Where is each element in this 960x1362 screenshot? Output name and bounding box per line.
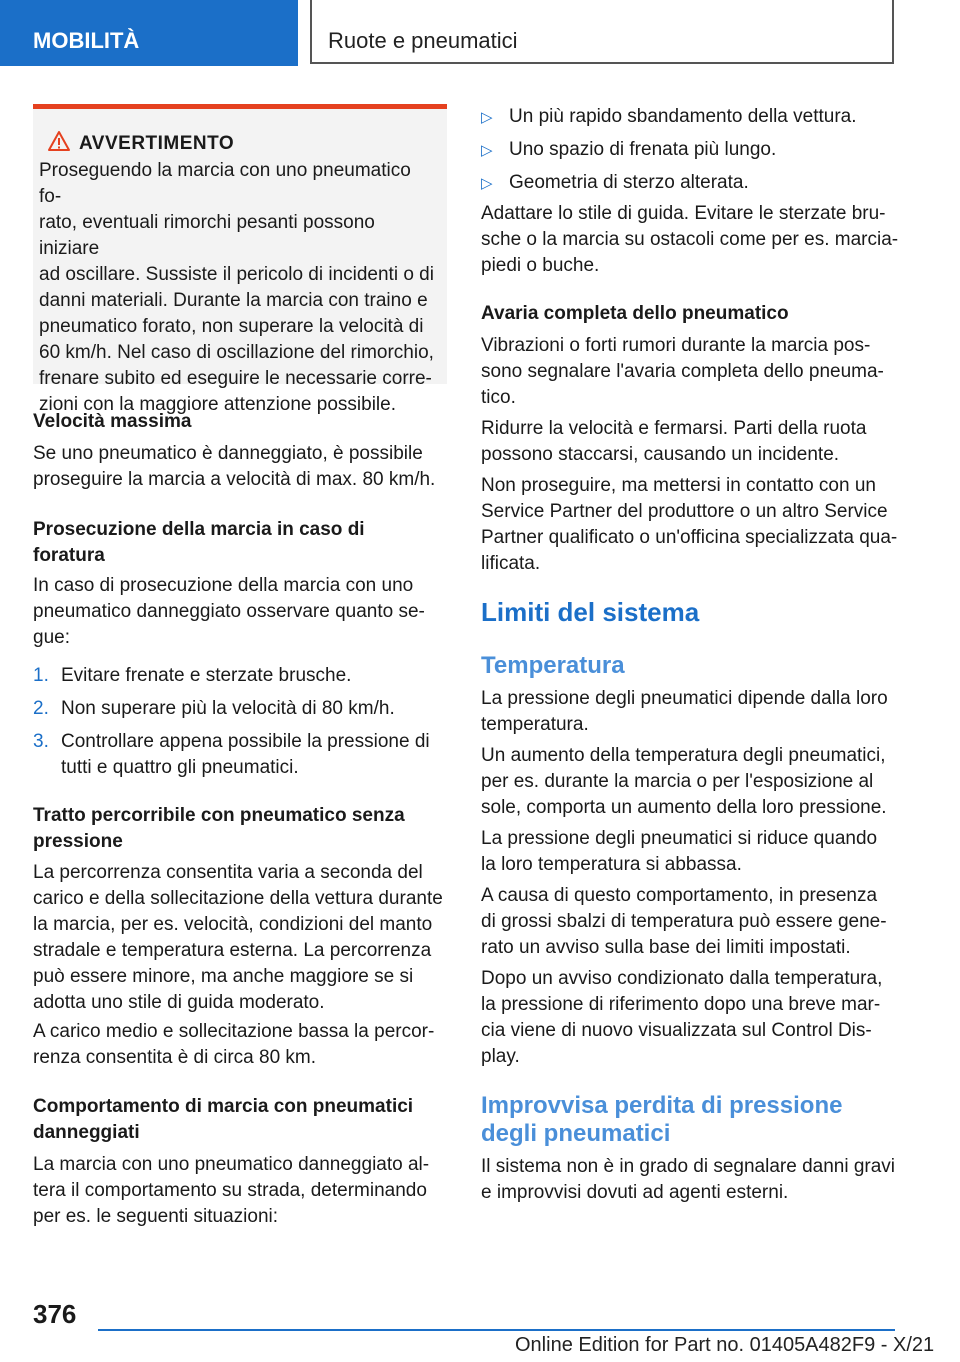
- warning-line: 60 km/h. Nel caso di oscillazione del rimorchio,: [39, 342, 434, 363]
- warning-title: AVVERTIMENTO: [79, 133, 235, 154]
- warning-line: rato, eventuali rimorchi pesanti possono iniziare: [39, 212, 375, 259]
- failure-text-3: Non proseguire, ma mettersi in contatto con un Service Partner del produttore o un altro Service Partner qualificato o un'officina specializzata qua- lificata.: [481, 475, 898, 574]
- speed-text: Se uno pneumatico è danneggiato, è possibile proseguire la marcia a velocità di max. 80 km/h.: [33, 443, 436, 490]
- page-number: 376: [33, 1299, 77, 1329]
- warning-line: zioni con la maggiore attenzione possibile.: [39, 394, 396, 415]
- section-title: MOBILITÀ: [33, 28, 140, 53]
- warning-line: danni materiali. Durante la marcia con traino e: [39, 290, 428, 311]
- warning-line: ad oscillare. Sussiste il pericolo di incidenti o di: [39, 264, 434, 285]
- bullet-list: [481, 170, 749, 197]
- list-item: ▷ Geometria di sterzo alterata.: [481, 172, 749, 193]
- list-item: 3. Controllare appena possibile la pressione di: [33, 731, 430, 752]
- failure-heading: Avaria completa dello pneumatico: [481, 303, 789, 324]
- edition-note: Online Edition for Part no. 01405A482F9 - X/21: [515, 1334, 935, 1356]
- list-item: 2. Non superare più la velocità di 80 km/h.: [33, 698, 395, 719]
- temperature-text-5: Dopo un avviso condizionato dalla temperatura, la pressione di riferimento dopo una breve mar- cia viene di nuovo visualizzata sul Control Dis- play.: [481, 968, 883, 1067]
- continuation-heading: Prosecuzione della marcia in caso di foratura: [33, 519, 365, 566]
- warning-line: pneumatico forato, non superare la velocità di: [39, 316, 424, 337]
- temperature-text-1: La pressione degli pneumatici dipende dalla loro temperatura.: [481, 688, 888, 735]
- chapter-tab: [310, 0, 894, 64]
- warning-line: Proseguendo la marcia con uno pneumatico fo-: [39, 160, 411, 207]
- temperature-text-3: La pressione degli pneumatici si riduce quando la loro temperatura si abbassa.: [481, 828, 878, 875]
- pressure-loss-heading: Improvvisa perdita di pressione degli pneumatici: [481, 1092, 843, 1147]
- list-item: ▷ Uno spazio di frenata più lungo.: [481, 139, 777, 160]
- continuation-text: In caso di prosecuzione della marcia con uno pneumatico danneggiato osservare quanto se- gue:: [33, 575, 425, 648]
- adapt-text: Adattare lo stile di guida. Evitare le sterzate bru- sche o la marcia su ostacoli come per es. marcia- piedi o buche.: [481, 203, 899, 276]
- list-item: 1. Evitare frenate e sterzate brusche.: [33, 665, 352, 686]
- temperature-text-4: A causa di questo comportamento, in presenza di grossi sbalzi di temperatura può essere gene- rato un avviso sulla base dei limiti impostati.: [481, 885, 887, 958]
- step-list: 3. Controllare appena possibile la pressione di tutti e quattro gli pneumatici.: [33, 731, 430, 778]
- warning-heading: [79, 133, 437, 155]
- failure-text-1: Vibrazioni o forti rumori durante la marcia pos- sono segnalare l'avaria completa dello pneuma- tico.: [481, 335, 884, 408]
- failure-text-2: Ridurre la velocità e fermarsi. Parti della ruota possono staccarsi, causando un incidente.: [481, 418, 867, 465]
- warning-box: [33, 104, 447, 415]
- step-list: [33, 696, 395, 722]
- chapter-title: Ruote e pneumatici: [328, 28, 518, 53]
- section-tab: [0, 0, 298, 66]
- footer-divider: [98, 1329, 895, 1331]
- pressure-loss-text: Il sistema non è in grado di segnalare danni gravi e improvvisi dovuti ad agenti esterni.: [481, 1156, 896, 1203]
- temperature-heading: Temperatura: [481, 652, 625, 679]
- list-item: ▷ Un più rapido sbandamento della vettura.: [481, 106, 857, 127]
- speed-heading: Velocità massima: [33, 411, 192, 432]
- bullet-list: [481, 137, 776, 164]
- range-text-2: A carico medio e sollecitazione bassa la percor- renza consentita è di circa 80 km.: [33, 1021, 435, 1068]
- step-list: [33, 663, 351, 689]
- bullet-list: [481, 104, 857, 131]
- behaviour-heading: Comportamento di marcia con pneumatici danneggiati: [33, 1096, 414, 1143]
- warning-line: frenare subito ed eseguire le necessarie corre-: [39, 368, 432, 389]
- range-text: La percorrenza consentita varia a seconda del carico e della sollecitazione della vettura durante la marcia, per es. velocità, condizioni del manto stradale e temperatura esterna. La percorrenza può essere minore, ma anche maggiore se si adotta uno stile di guida moderato.: [33, 862, 443, 1013]
- warning-triangle-icon: [47, 130, 71, 152]
- warning-text: [39, 158, 437, 418]
- behaviour-text: La marcia con uno pneumatico danneggiato al- tera il comportamento su strada, determinando per es. le seguenti situazioni:: [33, 1154, 430, 1227]
- range-heading: Tratto percorribile con pneumatico senza pressione: [33, 805, 405, 852]
- temperature-text-2: Un aumento della temperatura degli pneumatici, per es. durante la marcia o per l'esposizione al sole, comporta un aumento della loro pressione.: [481, 745, 887, 818]
- limits-heading: Limiti del sistema: [481, 597, 700, 627]
